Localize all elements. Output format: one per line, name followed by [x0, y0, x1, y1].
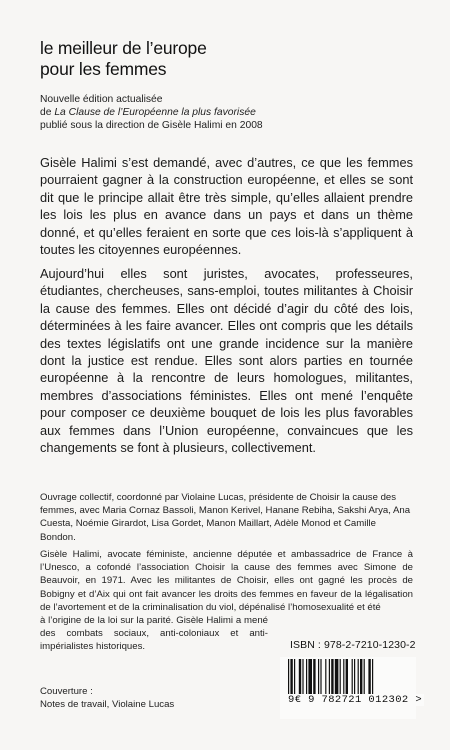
barcode-bar — [294, 659, 295, 695]
title-line-2: pour les femmes — [40, 59, 167, 79]
barcode-bar — [325, 659, 326, 695]
barcode-bar — [343, 659, 344, 695]
contributors-note: Ouvrage collectif, coordonné par Violaine Lucas, présidente de Choisir la cause des femmes, avec Maria Cornaz Bassoli, Manon Kerivel, Hanane Rebiha, Sakshi Arya, Ana Cuesta, Noémie Girardot, Lisa Gordet, Manon Maillart, Adèle Monod et Camille Bondon. — [40, 492, 411, 543]
barcode-bar — [308, 659, 312, 695]
barcode-bar — [318, 659, 319, 695]
author-bio-main: Gisèle Halimi, avocate féministe, ancienne députée et ambassadrice de France à l’Unesco, a cofondé l’association Choisir la cause des femmes avec Simone de Beauvoir, en 1971. Avec les militantes de Choisir, elles ont gagné les procès de Bobigny et d’Aix qui ont fait avancer les droits des femmes en faveur de la légalisation de l’avortement et de la criminalisation du viol, dépénalisé l’homosexualité et été — [40, 549, 413, 613]
edition-note — [40, 93, 430, 132]
barcode-bar — [340, 659, 341, 695]
edition-line-1: Nouvelle édition actualisée — [40, 94, 163, 105]
title-line-1: le meilleur de l’europe — [40, 38, 207, 58]
isbn-label: ISBN : 978-2-7210-1230-2 — [290, 639, 416, 651]
barcode-bar — [352, 659, 353, 695]
cover-label: Couverture : — [40, 686, 93, 697]
cover-credit — [40, 685, 174, 711]
barcode-bars — [286, 659, 412, 699]
edition-line-3: publié sous la direction de Gisèle Halimi en 2008 — [40, 120, 263, 131]
edition-line-2 — [40, 106, 430, 119]
barcode-bar — [360, 659, 362, 695]
barcode-bar — [329, 659, 330, 695]
barcode-bar — [302, 659, 303, 695]
cover-credit-text: Notes de travail, Violaine Lucas — [40, 699, 175, 710]
barcode-bar — [346, 659, 348, 695]
barcode-bar — [306, 659, 307, 695]
blurb-paragraph-1: Gisèle Halimi s’est demandé, avec d’autres, ce que les femmes pourraient gagner à la construction européenne, et elles se sont dit que le principe allait être très simple, qu’elles allaient prendre les lois les plus en avance dans un pays et dans un thème donné, et qu’elles feraient en sorte que ces lois-là s’appliquent à toutes les citoyennes européennes. — [40, 155, 413, 258]
original-title: La Clause de l’Européenne la plus favorisée — [54, 107, 256, 118]
barcode-bar — [354, 659, 355, 695]
author-bio — [40, 548, 413, 654]
barcode-bar — [331, 659, 333, 695]
barcode-bar — [288, 659, 289, 695]
barcode-bar — [335, 659, 339, 695]
barcode-bar — [313, 659, 315, 695]
barcode-bar — [320, 659, 321, 695]
barcode-bar — [299, 659, 301, 695]
barcode-bar — [368, 659, 370, 695]
barcode — [280, 657, 416, 719]
barcode-bar — [364, 659, 365, 695]
barcode-bar — [372, 659, 373, 695]
barcode-bar — [290, 659, 292, 695]
author-bio-end: à l’origine de la loi sur la parité. Gisèle Halimi a mené des combats sociaux, anti-coloniaux et anti-impérialistes historiques. — [40, 615, 268, 653]
edition-line-2-prefix: de — [40, 107, 55, 118]
barcode-bar — [358, 659, 359, 695]
barcode-digits: 9€ 9 782721 012302 > — [288, 694, 423, 706]
book-title — [40, 38, 420, 80]
blurb-paragraph-2: Aujourd’hui elles sont juristes, avocates, professeures, étudiantes, chercheuses, sans-emploi, toutes militantes à Choisir la cause des femmes. Elles ont décidé d’agir du côté des lois, déterminées à les faire avancer. Elles ont compris que les détails des textes législatifs ont une grande incidence sur la manière dont la justice est rendue. Elles sont alors parties en tournée européenne à la rencontre de leurs homologues, militantes, membres d’associations féministes. Elles ont mené l’enquête pour composer ce deuxième bouquet de lois les plus favorables aux femmes dans l’Union européenne, convaincues que les changements se font à plusieurs, collectivement. — [40, 266, 413, 456]
